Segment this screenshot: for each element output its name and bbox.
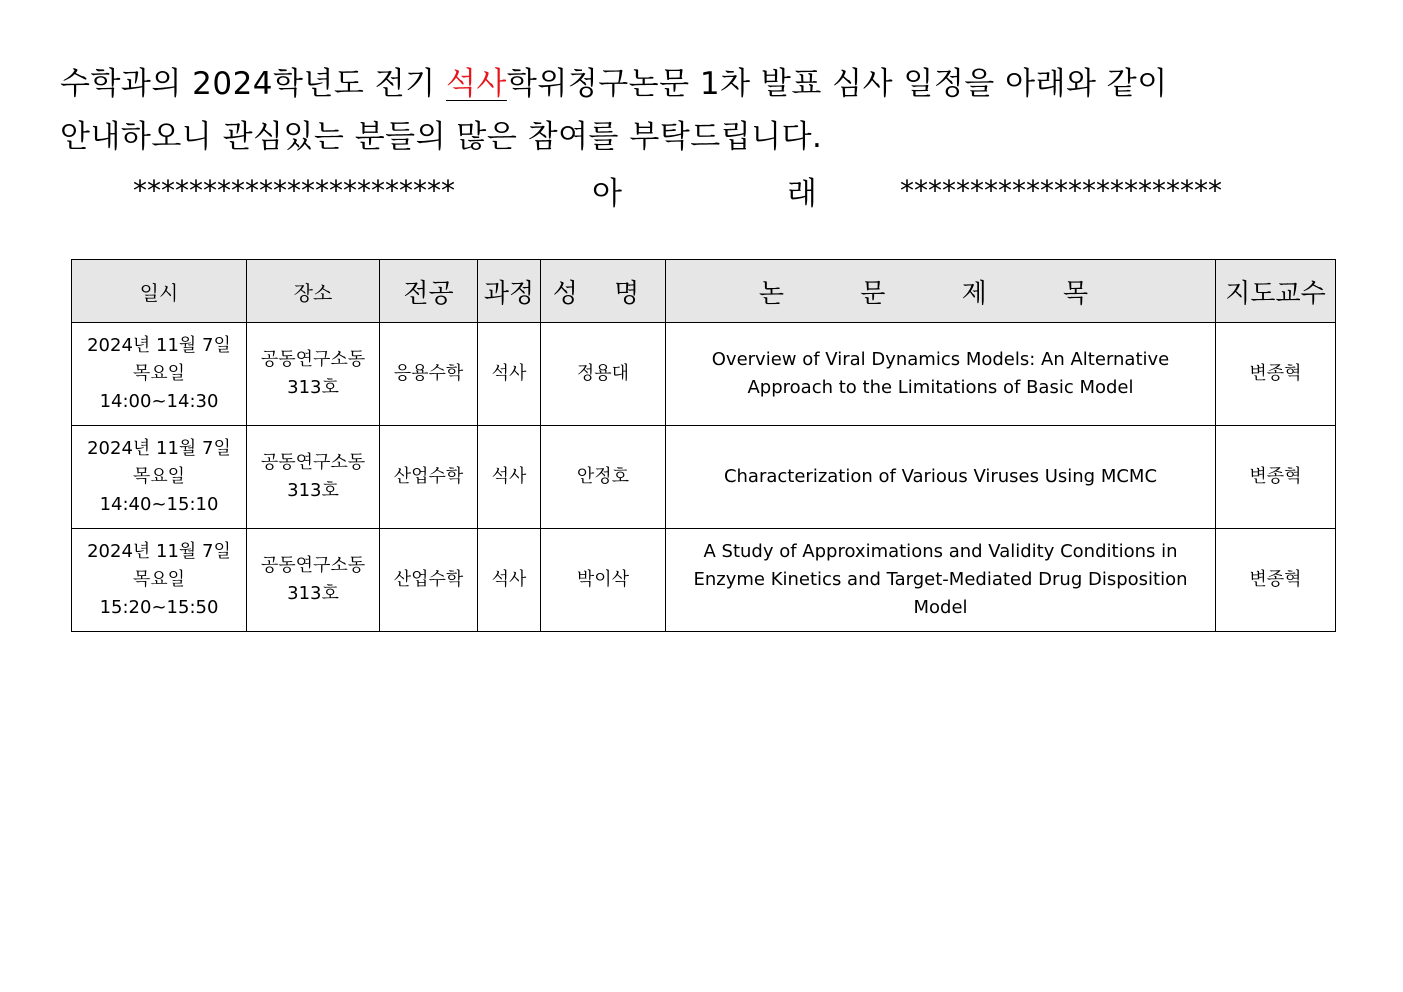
stars-left: *********************** xyxy=(133,174,455,207)
cell-date: 2024년 11월 7일 xyxy=(87,438,231,459)
cell-place xyxy=(247,529,380,632)
announcement-text xyxy=(60,58,1350,164)
cell-course: 석사 xyxy=(478,323,541,426)
cell-place xyxy=(247,323,380,426)
cell-major: 산업수학 xyxy=(380,426,478,529)
cell-building: 공동연구소동 xyxy=(260,555,366,576)
notice-word-1: 아 xyxy=(592,176,622,212)
table-row xyxy=(72,323,1336,426)
degree-highlight: 석사 xyxy=(445,66,507,102)
announcement-line-1-end: 학위청구논문 1차 발표 심사 일정을 아래와 같이 xyxy=(506,66,1168,102)
cell-day: 목요일 xyxy=(132,466,186,487)
stars-right: *********************** xyxy=(900,174,1222,207)
header-datetime: 일시 xyxy=(72,260,247,323)
cell-title: A Study of Approximations and Validity Conditions in Enzyme Kinetics and Target-Mediated Drug Disposition Model xyxy=(666,529,1216,632)
cell-date: 2024년 11월 7일 xyxy=(87,541,231,562)
cell-name: 박이삭 xyxy=(541,529,666,632)
cell-date: 2024년 11월 7일 xyxy=(87,335,231,356)
cell-room: 313호 xyxy=(287,377,339,398)
header-major: 전공 xyxy=(380,260,478,323)
cell-course: 석사 xyxy=(478,529,541,632)
cell-name: 정용대 xyxy=(541,323,666,426)
cell-major: 응용수학 xyxy=(380,323,478,426)
cell-course: 석사 xyxy=(478,426,541,529)
header-course: 과정 xyxy=(478,260,541,323)
schedule-table xyxy=(71,259,1336,632)
announcement-line-1 xyxy=(60,58,1350,111)
announcement-line-2: 안내하오니 관심있는 분들의 많은 참여를 부탁드립니다. xyxy=(60,119,823,155)
header-place: 장소 xyxy=(247,260,380,323)
cell-datetime xyxy=(72,426,247,529)
cell-advisor: 변종혁 xyxy=(1216,323,1336,426)
table-header-row xyxy=(72,260,1336,323)
cell-building: 공동연구소동 xyxy=(260,349,366,370)
header-name: 성 명 xyxy=(541,260,666,323)
cell-day: 목요일 xyxy=(132,569,186,590)
cell-advisor: 변종혁 xyxy=(1216,426,1336,529)
cell-major: 산업수학 xyxy=(380,529,478,632)
cell-place xyxy=(247,426,380,529)
cell-title: Overview of Viral Dynamics Models: An Alternative Approach to the Limitations of Basic Model xyxy=(666,323,1216,426)
cell-time: 14:40~15:10 xyxy=(99,494,219,515)
cell-room: 313호 xyxy=(287,480,339,501)
cell-datetime xyxy=(72,323,247,426)
header-advisor: 지도교수 xyxy=(1216,260,1336,323)
notice-divider xyxy=(0,168,1403,212)
notice-word-2: 래 xyxy=(787,176,817,212)
header-title: 논 문 제 목 xyxy=(666,260,1216,323)
cell-datetime xyxy=(72,529,247,632)
cell-room: 313호 xyxy=(287,583,339,604)
cell-day: 목요일 xyxy=(132,363,186,384)
table-row xyxy=(72,426,1336,529)
cell-building: 공동연구소동 xyxy=(260,452,366,473)
announcement-line-1-start: 수학과의 2024학년도 전기 xyxy=(60,66,446,102)
cell-time: 15:20~15:50 xyxy=(99,597,219,618)
cell-time: 14:00~14:30 xyxy=(99,391,219,412)
cell-name: 안정호 xyxy=(541,426,666,529)
cell-advisor: 변종혁 xyxy=(1216,529,1336,632)
cell-title: Characterization of Various Viruses Using MCMC xyxy=(666,426,1216,529)
table-row xyxy=(72,529,1336,632)
